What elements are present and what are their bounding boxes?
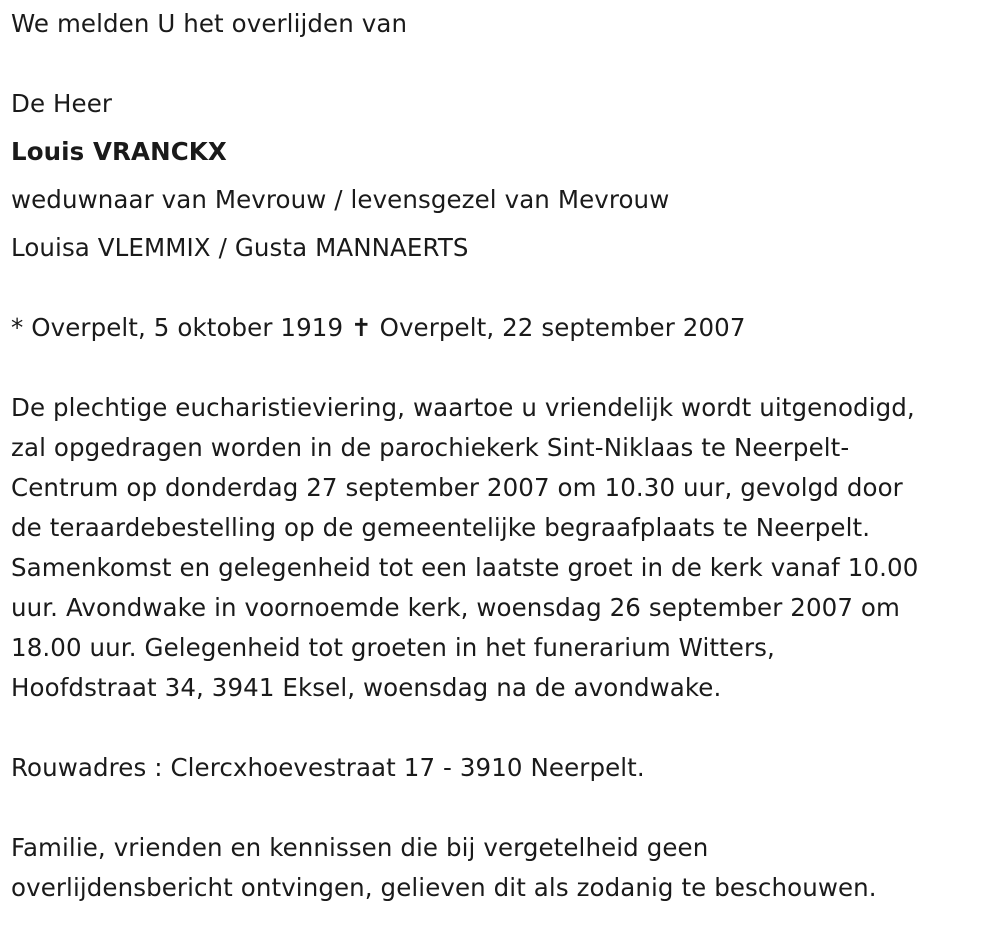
- spacer: [11, 44, 996, 84]
- ceremony-line: Hoofdstraat 34, 3941 Eksel, woensdag na de avondwake.: [11, 673, 722, 702]
- closing-line: Familie, vrienden en kennissen die bij vergetelheid geen: [11, 833, 709, 862]
- death-notice: [11, 0, 996, 908]
- closing-line: overlijdensbericht ontvingen, gelieven dit als zodanig te beschouwen.: [11, 873, 877, 902]
- mourning-address: Rouwadres : Clercxhoevestraat 17 - 3910 Neerpelt.: [11, 753, 645, 782]
- ceremony-line: Centrum op donderdag 27 september 2007 om 10.30 uur, gevolgd door: [11, 473, 903, 502]
- birth-death-dates: * Overpelt, 5 oktober 1919 ✝ Overpelt, 22 september 2007: [11, 313, 746, 342]
- ceremony-line: De plechtige eucharistieviering, waartoe u vriendelijk wordt uitgenodigd,: [11, 393, 915, 422]
- closing-paragraph: [11, 828, 996, 908]
- intro-text: We melden U het overlijden van: [11, 9, 408, 38]
- ceremony-line: uur. Avondwake in voornoemde kerk, woensdag 26 september 2007 om: [11, 593, 900, 622]
- relation-line-2: Louisa VLEMMIX / Gusta MANNAERTS: [11, 233, 469, 262]
- honorific: De Heer: [11, 89, 113, 118]
- ceremony-paragraph: [11, 388, 996, 708]
- ceremony-line: zal opgedragen worden in de parochiekerk Sint-Niklaas te Neerpelt-: [11, 433, 850, 462]
- spacer: [11, 788, 996, 828]
- spacer: [11, 268, 996, 308]
- ceremony-line: Samenkomst en gelegenheid tot een laatste groet in de kerk vanaf 10.00: [11, 553, 919, 582]
- spacer: [11, 708, 996, 748]
- spacer: [11, 348, 996, 388]
- relation-line-1: weduwnaar van Mevrouw / levensgezel van Mevrouw: [11, 185, 670, 214]
- ceremony-line: 18.00 uur. Gelegenheid tot groeten in het funerarium Witters,: [11, 633, 775, 662]
- deceased-name: Louis VRANCKX: [11, 137, 227, 166]
- ceremony-line: de teraardebestelling op de gemeentelijke begraafplaats te Neerpelt.: [11, 513, 871, 542]
